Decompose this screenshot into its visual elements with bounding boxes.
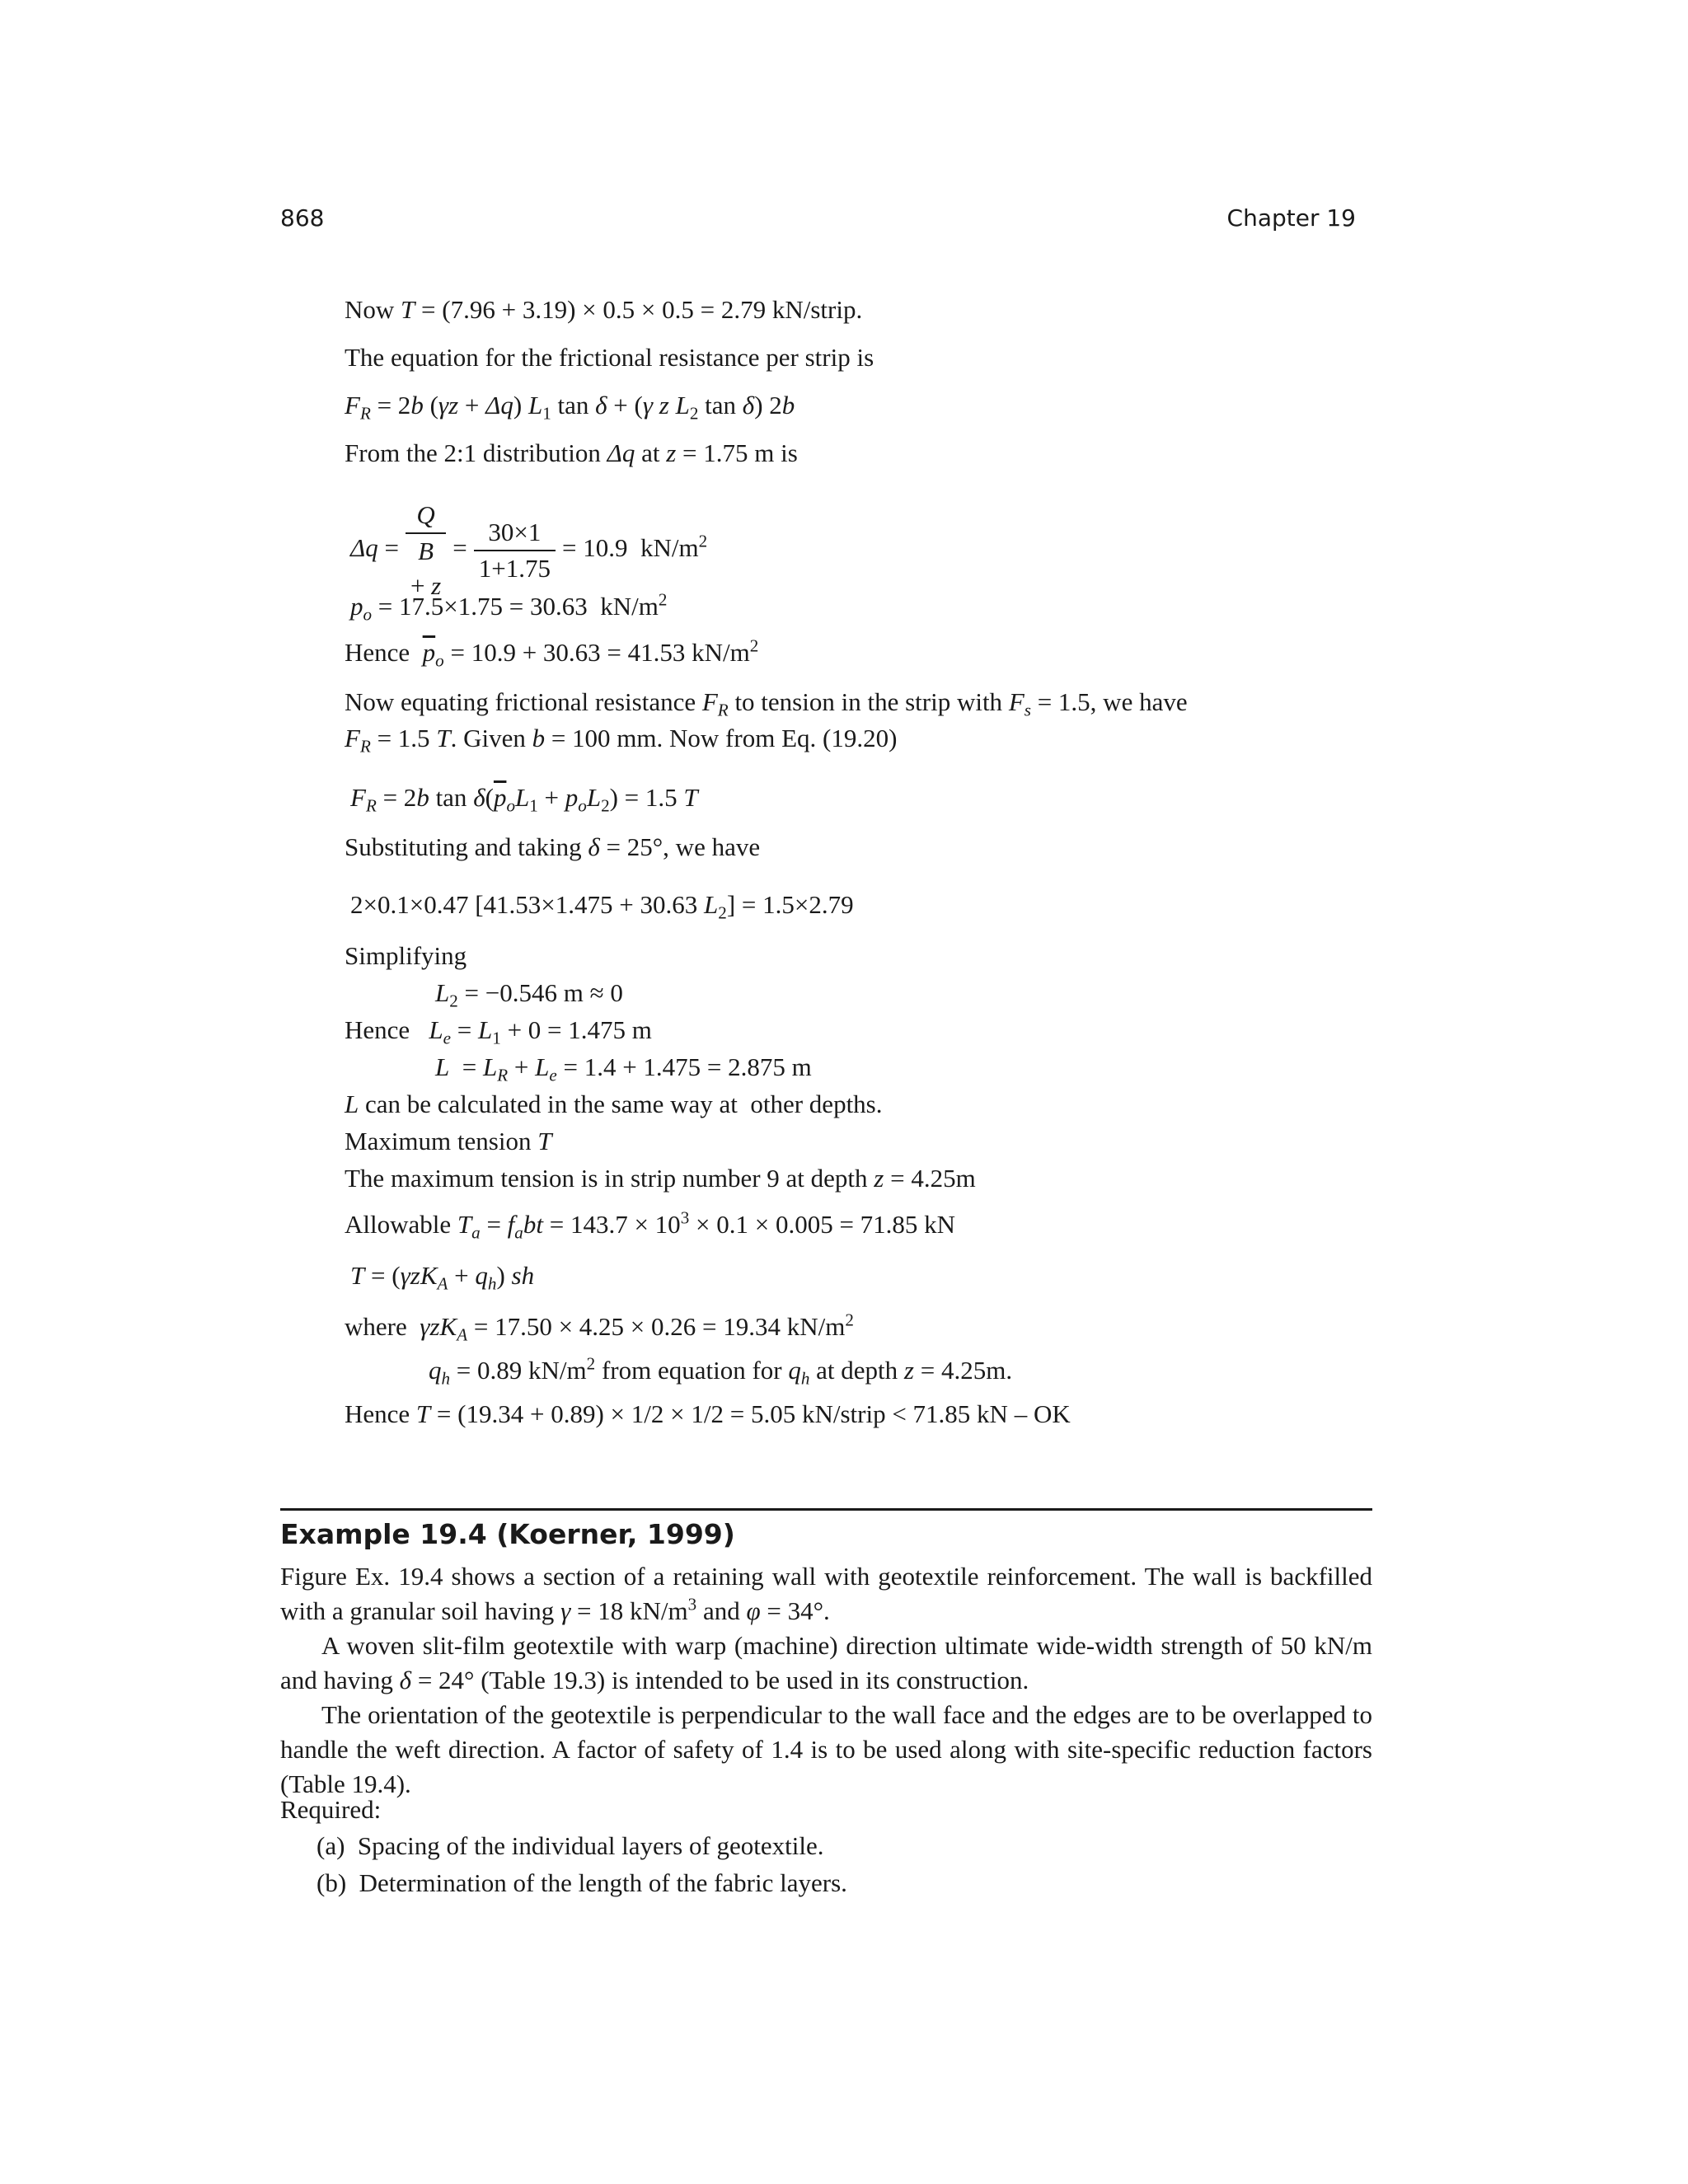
calc-line-10: Substituting and taking δ = 25°, we have <box>345 832 761 861</box>
chapter-header: Chapter 19 <box>1226 204 1356 232</box>
calc-line-12: Simplifying <box>345 941 467 970</box>
example-paragraph-1: Figure Ex. 19.4 shows a section of a retaining wall with geotextile reinforcement. The wall is backfilled with a granular soil having γ = 18 $kN/m^3$ and φ = 34°. <box>280 1562 1372 1625</box>
example-paragraph-2: A woven slit-film geotextile with warp (machine) direction ultimate wide-width strength of 50 kN/m and having δ = 24° (Table 19.3) is intended to be used in its construction. <box>280 1631 1372 1694</box>
page-number: 868 <box>280 204 325 232</box>
calc-line-13: $L_2 = -0.546$ m ≈ 0 <box>435 978 623 1011</box>
required-item-a <box>316 1831 824 1861</box>
calc-line-22: $q_h = 0.89$ $kN/m^2$ from equation for $q_h$ at depth z = 4.25m. <box>429 1353 1013 1389</box>
calc-line-9: $F_R = 2b$ $\tan \delta(\overline{p}_oL_1 + p_oL_2) = 1.5$ T <box>350 783 698 816</box>
calc-line-20: $T = (\gamma zK_A + q_h)$ sh <box>350 1261 535 1294</box>
section-rule <box>280 1508 1372 1511</box>
item-marker: (b) <box>316 1868 347 1897</box>
item-marker: (a) <box>316 1831 345 1860</box>
item-text: Determination of the length of the fabric layers. <box>359 1868 847 1897</box>
calc-line-6: $p_o = 17.5\times 1.75 = 30.63$ $kN/m^2$ <box>350 589 668 625</box>
calc-line-16: L can be calculated in the same way at other depths. <box>345 1090 883 1118</box>
example-paragraph-3: The orientation of the geotextile is perpendicular to the wall face and the edges are to be overlapped to handle the weft direction. A factor of safety of 1.4 is to be used along with site-specific reduction factors (Table 19.4). <box>280 1700 1372 1798</box>
calc-line-7: Hence $\overline{p}_o = 10.9 + 30.63 = 41.53$ $kN/m^2$ <box>345 635 759 671</box>
delta-q-equation: Δq = Q B + z = $\frac{30\times 1}{1+1.75}$ = 10.9 $kN/m^2$ <box>350 498 707 603</box>
required-item-b <box>316 1868 847 1898</box>
item-text: Spacing of the individual layers of geotextile. <box>357 1831 824 1860</box>
calc-line-3: $F_R = 2b$ (γz + Δq) $L_1$ tan δ + (γ z $L_2$ tan δ) 2b <box>345 391 795 424</box>
calc-line-14: Hence $L_e = L_1 + 0 = 1.475$ m <box>345 1015 652 1048</box>
calc-line-1: Now T = (7.96 + 3.19) × 0.5 × 0.5 = 2.79 kN/strip. <box>345 295 863 324</box>
calc-line-23: Hence T = (19.34 + 0.89) × 1/2 × 1/2 = 5.05 kN/strip < 71.85 kN – OK <box>345 1399 1071 1428</box>
calc-line-17: Maximum tension T <box>345 1127 552 1155</box>
calc-line-4: From the 2:1 distribution Δq at z = 1.75 m is <box>345 438 798 467</box>
calc-line-18: The maximum tension is in strip number 9 at depth z = 4.25m <box>345 1164 976 1193</box>
calc-line-2: The equation for the frictional resistance per strip is <box>345 343 874 372</box>
calc-line-8b: $F_R = 1.5$ T. Given b = 100 mm. Now from Eq. (19.20) <box>345 724 898 757</box>
required-label: Required: <box>280 1795 382 1824</box>
calc-line-15: $L = L_R + L_e = 1.4 + 1.475 = 2.875$ m <box>435 1052 812 1085</box>
calc-line-19: Allowable $T_a = f_abt = 143.7 \times 10^3 \times 0.1 \times 0.005 = 71.85$ kN <box>345 1207 956 1243</box>
calc-line-8a: Now equating frictional resistance $F_R$ to tension in the strip with $F_s = 1.5$, we have <box>345 687 1188 720</box>
calc-line-21: where γzK$_A$ = 17.50 × 4.25 × 0.26 = 19.34 $kN/m^2$ <box>345 1310 854 1345</box>
calc-line-11: 2×0.1×0.47 [41.53×1.475 + 30.63 $L_2] = 1.5\times 2.79$ <box>350 890 854 923</box>
example-title: Example 19.4 (Koerner, 1999) <box>280 1518 735 1550</box>
